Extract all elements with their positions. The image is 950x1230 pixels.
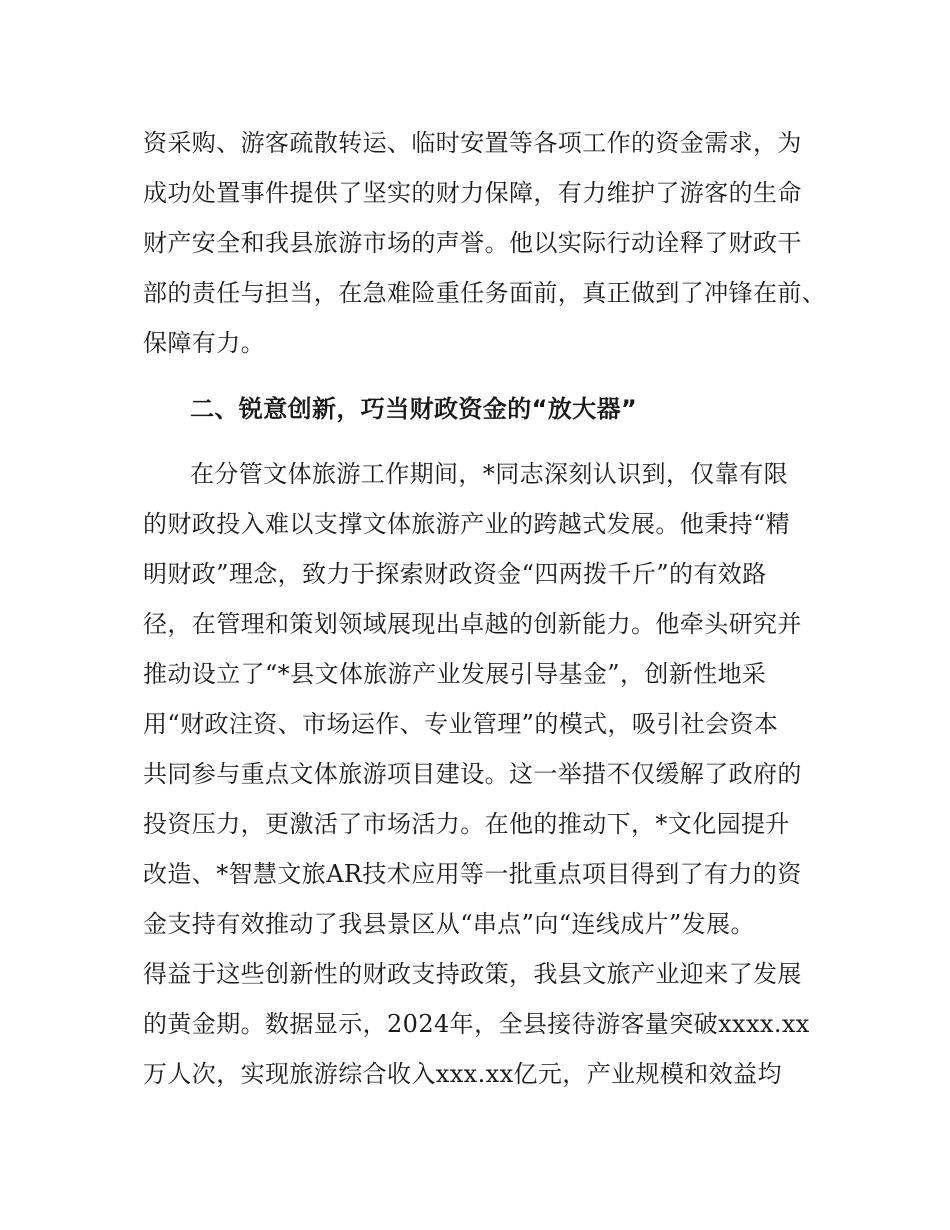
paragraph2-line-10: 金支持有效推动了我县景区从“串点”向“连线成片”发展。 [143, 910, 755, 938]
paragraph2-line-6: 用“财政注资、市场运作、专业管理”的模式，吸引社会资本 [143, 710, 779, 738]
paragraph1-line-3: 财产安全和我县旅游市场的声誉。他以实际行动诠释了财政干 [143, 229, 802, 257]
paragraph2-line-3: 明财政”理念，致力于探索财政资金“四两拨千斤”的有效路 [143, 560, 767, 588]
paragraph1-line-2: 成功处置事件提供了坚实的财力保障，有力维护了游客的生命 [143, 179, 802, 207]
paragraph2-line-2: 的财政投入难以支撑文体旅游产业的跨越式发展。他秉持“精 [143, 510, 791, 538]
paragraph1-line-4: 部的责任与担当，在急难险重任务面前，真正做到了冲锋在前、 [143, 279, 827, 307]
paragraph2-line-7: 共同参与重点文体旅游项目建设。这一举措不仅缓解了政府的 [143, 760, 802, 788]
paragraph2-line-11: 得益于这些创新性的财政支持政策，我县文旅产业迎来了发展 [143, 960, 802, 988]
paragraph1-line-5: 保障有力。 [143, 329, 265, 357]
paragraph2-line-9: 改造、*智慧文旅AR技术应用等一批重点项目得到了有力的资 [143, 860, 802, 888]
section-heading: 二、锐意创新，巧当财政资金的“放大器” [190, 395, 638, 423]
paragraph2-line-1: 在分管文体旅游工作期间，*同志深刻认识到，仅靠有限 [190, 460, 788, 488]
paragraph1-line-1: 资采购、游客疏散转运、临时安置等各项工作的资金需求，为 [143, 129, 802, 157]
paragraph2-line-13: 万人次，实现旅游综合收入xxx.xx亿元，产业规模和效益均 [143, 1060, 782, 1088]
paragraph2-line-12: 的黄金期。数据显示，2024年，全县接待游客量突破xxxx.xx [143, 1010, 810, 1038]
paragraph2-line-8: 投资压力，更激活了市场活力。在他的推动下，*文化园提升 [143, 810, 790, 838]
paragraph2-line-5: 推动设立了“*县文体旅游产业发展引导基金”，创新性地采 [143, 660, 767, 688]
paragraph2-line-4: 径，在管理和策划领域展现出卓越的创新能力。他牵头研究并 [143, 610, 802, 638]
